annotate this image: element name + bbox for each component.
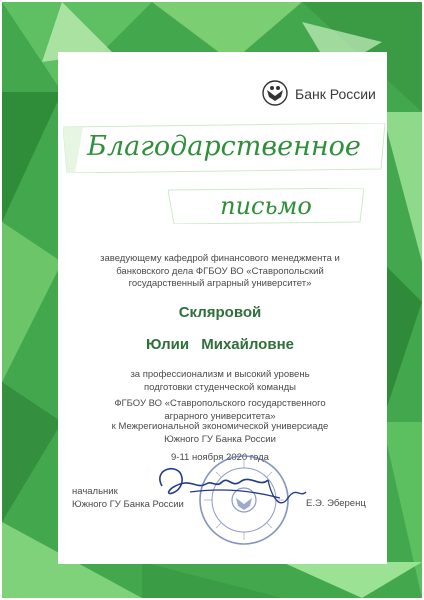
eagle-emblem-icon [262,80,288,106]
recipient-given-names: Юлии Михайловне [146,336,294,353]
bank-logo [262,80,382,110]
event-dates: 9-11 ноября 2020 года [171,452,269,463]
signer-name: Е.Э. Эберенц [306,498,366,509]
reason-line: за профессионализм и высокий уровень [130,369,310,380]
gratitude-reason [70,369,370,423]
title-line-2: письмо [220,192,312,220]
recipient-line: заведующему кафедрой финансового менеджмента и [100,253,340,264]
reason-line: подготовки студенческой команды [144,381,296,393]
title-line-1: Благодарственное [87,131,361,162]
event-line: Южного ГУ Банка России [164,433,276,445]
signer-title-line: Южного ГУ Банка России [72,499,184,510]
bank-name: Банк России [295,86,376,102]
event-line: к Межрегиональной экономической универсиаде [111,421,329,432]
recipient-surname: Скляровой [178,304,262,321]
title-ribbon [63,123,385,173]
reason-line: аграрного университета» [164,410,276,422]
signer-title-line: начальник [72,486,118,497]
event-description [70,421,370,446]
recipient-line: государственный аграрный университет» [128,278,312,289]
recipient-position [70,253,370,291]
subtitle-ribbon [168,188,364,224]
reason-line: ФГБОУ ВО «Ставропольского государственного [114,398,326,409]
recipient-line: банковского дела ФГБОУ ВО «Ставропольский [116,265,324,277]
signer-position [72,485,184,511]
